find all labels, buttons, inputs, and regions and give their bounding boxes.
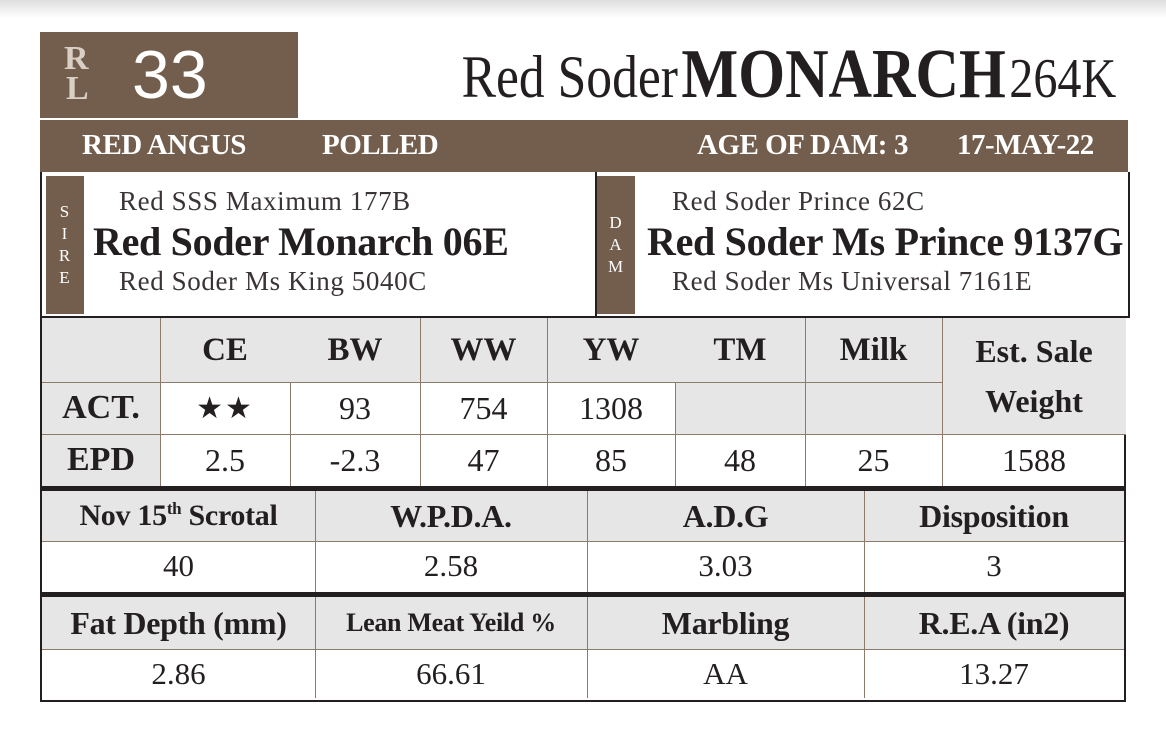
star-rating-icon: ★★ xyxy=(196,391,254,425)
grid-line xyxy=(42,434,1126,435)
act-yw xyxy=(547,382,675,434)
act-row-label xyxy=(42,382,160,434)
lot-number: 33 xyxy=(132,37,208,113)
header-text: Lean Meat Yeild % xyxy=(346,608,556,637)
epd-yw xyxy=(547,434,675,486)
epd-header-ce xyxy=(160,318,290,382)
dam-letter: M xyxy=(607,257,625,276)
sire-side-label xyxy=(46,176,84,314)
header-text: A.D.G xyxy=(682,497,769,534)
grid-line xyxy=(42,382,942,383)
rea-value xyxy=(864,649,1124,698)
sire-letter: S xyxy=(59,202,71,221)
est-sale-weight-label-2: Weight xyxy=(985,383,1083,419)
sire-letter: E xyxy=(59,268,71,287)
dam-name: Red Soder Ms Prince 9137G xyxy=(647,219,1124,264)
act-milk xyxy=(805,382,942,434)
grid-line xyxy=(420,318,421,486)
rl-logo xyxy=(62,42,102,110)
marbling-value xyxy=(587,649,864,698)
lot-number-box xyxy=(40,32,298,118)
epd-ww xyxy=(420,434,547,486)
header-text: W.P.D.A. xyxy=(390,497,512,534)
epd-header-text: TM xyxy=(713,331,767,368)
dam-letter: D xyxy=(609,213,623,232)
cell-value: 47 xyxy=(467,441,500,478)
sire-letter: R xyxy=(58,246,72,265)
disposition-value xyxy=(864,541,1124,591)
measures-grid-2 xyxy=(40,594,1126,702)
logo-letter-r: R xyxy=(64,40,89,77)
cell-value: 93 xyxy=(339,389,371,426)
cell-value: 85 xyxy=(595,441,627,478)
header-text xyxy=(79,499,277,533)
epd-header-ww xyxy=(420,318,547,382)
epd-header-text: Milk xyxy=(839,331,908,368)
lean-meat-value xyxy=(315,649,587,698)
epd-header-text: YW xyxy=(582,331,640,368)
epd-header-text: WW xyxy=(450,331,517,368)
grid-line xyxy=(42,541,1124,542)
grid-line xyxy=(942,318,943,486)
grid-line xyxy=(42,649,1124,650)
sire-letter: I xyxy=(61,224,69,243)
cell-value: 13.27 xyxy=(959,655,1029,691)
dam-side-label xyxy=(597,176,635,314)
grid-line xyxy=(587,597,588,698)
logo-letter-l: L xyxy=(66,70,89,107)
epd-milk xyxy=(805,434,942,486)
animal-name-prefix: Red Soder xyxy=(461,44,678,110)
fat-depth-header xyxy=(42,597,315,649)
cell-value: 2.86 xyxy=(151,655,206,691)
cell-value: 3.03 xyxy=(698,548,753,583)
grid-line xyxy=(805,318,806,486)
adg-header xyxy=(587,491,864,541)
info-bar xyxy=(40,120,1128,172)
row-label-text: ACT. xyxy=(62,389,140,426)
cell-value: AA xyxy=(703,655,748,691)
cell-value: 2.58 xyxy=(423,548,479,583)
epd-table xyxy=(40,316,1126,488)
epd-header-text: BW xyxy=(327,331,383,368)
grid-line xyxy=(315,597,316,698)
cell-value: 2.5 xyxy=(205,441,245,478)
epd-ce xyxy=(160,434,290,486)
act-bw xyxy=(290,382,420,434)
cell-value: 48 xyxy=(724,441,756,478)
birth-date: 17-MAY-22 xyxy=(957,129,1094,161)
cell-value: -2.3 xyxy=(329,441,381,478)
epd-corner xyxy=(42,318,160,382)
act-ce xyxy=(160,382,290,434)
epd-header-milk xyxy=(805,318,942,382)
cell-value: 1308 xyxy=(579,389,643,426)
wpda-value xyxy=(315,541,587,591)
horn-status: POLLED xyxy=(322,129,439,161)
grid-line xyxy=(864,597,865,698)
age-of-dam: 3 xyxy=(894,129,908,161)
fat-depth-value xyxy=(42,649,315,698)
cell-value: 66.61 xyxy=(416,655,486,691)
pedigree-section xyxy=(40,172,1130,318)
header-text: Disposition xyxy=(919,497,1069,534)
lean-meat-header xyxy=(315,597,587,649)
epd-tm xyxy=(675,434,805,486)
dam-letter: A xyxy=(609,235,623,254)
epd-header-tm xyxy=(675,318,805,382)
est-sale-weight-label-1: Est. Sale xyxy=(975,333,1093,369)
scrotal-header-main: Nov 15 xyxy=(79,499,167,532)
est-sale-weight-value xyxy=(942,434,1126,486)
cell-value: 25 xyxy=(857,441,890,478)
dam-dam: Red Soder Ms Universal 7161E xyxy=(672,266,1033,296)
epd-header-bw xyxy=(290,318,420,382)
act-tm xyxy=(675,382,805,434)
disposition-header xyxy=(864,491,1124,541)
marbling-header xyxy=(587,597,864,649)
row-label-text: EPD xyxy=(67,441,135,478)
scrotal-header xyxy=(42,491,315,541)
header-text: Fat Depth (mm) xyxy=(70,604,287,641)
epd-row-label xyxy=(42,434,160,486)
header-text: R.E.A (in2) xyxy=(918,604,1070,641)
top-shadow xyxy=(0,0,1166,18)
grid-line xyxy=(547,318,548,486)
age-of-dam-label: AGE OF DAM: xyxy=(697,129,887,161)
sire-name: Red Soder Monarch 06E xyxy=(93,219,509,264)
cell-value: 754 xyxy=(459,389,508,426)
epd-header-text: CE xyxy=(202,331,248,368)
animal-name-suffix: 264K xyxy=(1008,48,1116,110)
adg-value xyxy=(587,541,864,591)
epd-bw xyxy=(290,434,420,486)
scrotal-value xyxy=(42,541,315,591)
rea-header xyxy=(864,597,1124,649)
animal-name-main: MONARCH xyxy=(681,36,1006,113)
measures-grid-1 xyxy=(40,488,1126,594)
dam-sire: Red Soder Prince 62C xyxy=(672,186,925,216)
scrotal-header-sup: th xyxy=(166,499,182,518)
sire-sire: Red SSS Maximum 177B xyxy=(119,186,411,216)
est-sale-weight-header xyxy=(942,318,1126,434)
grid-line xyxy=(160,318,161,486)
breed: RED ANGUS xyxy=(82,129,246,161)
cell-value: 1588 xyxy=(1002,441,1066,478)
cell-value: 40 xyxy=(163,548,194,583)
header-text: Marbling xyxy=(661,604,790,641)
act-ww xyxy=(420,382,547,434)
sire-dam: Red Soder Ms King 5040C xyxy=(119,266,427,296)
cell-value: 3 xyxy=(986,548,1002,583)
epd-header-yw xyxy=(547,318,675,382)
wpda-header xyxy=(315,491,587,541)
scrotal-header-rest: Scrotal xyxy=(181,499,278,532)
